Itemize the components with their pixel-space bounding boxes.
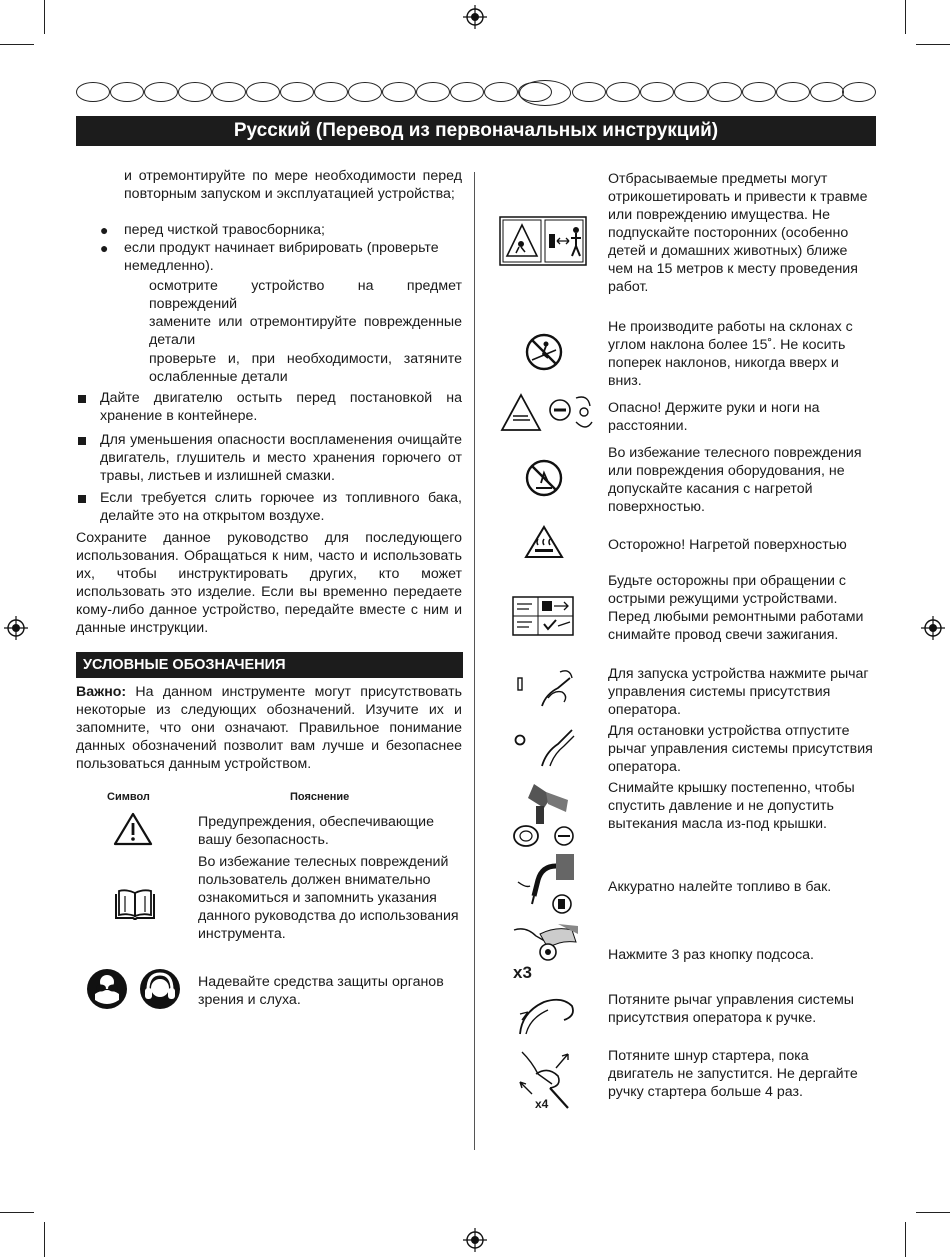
symbol-explanation: Отбрасываемые предметы могут отрикошетировать и привести к травме или повреждению имущества. Не подпускайте посторонних (особенно детей и домашних животных) ближе чем на 15 метров к месту проведения работ.	[608, 171, 868, 295]
registration-mark-right	[921, 616, 945, 640]
symbol-explanation: Предупреждения, обеспечивающие вашу безопасность.	[198, 814, 434, 848]
ear-protection-icon	[139, 968, 181, 1010]
symbol-explanation: Осторожно! Нагретой поверхностью	[608, 537, 847, 553]
column-header-explanation: Пояснение	[290, 791, 350, 803]
keep-hands-feet-away-icon	[500, 392, 600, 436]
symbol-explanation: Опасно! Держите руки и ноги на расстоянии.	[608, 400, 820, 434]
continued-text: и отремонтируйте по мере необходимости перед повторным запуском и эксплуатацией устройства;	[124, 168, 462, 202]
column-header-symbol: Символ	[107, 791, 150, 803]
square-item: Если требуется слить горючее из топливного бака, делайте это на открытом воздухе.	[100, 490, 462, 524]
crop-mark	[916, 1212, 950, 1213]
symbol-explanation: Снимайте крышку постепенно, чтобы спустить давление и не допустить вытекания масла из-под крышки.	[608, 780, 855, 832]
square-bullet	[78, 395, 86, 403]
bullet-item: перед чисткой травосборника;	[124, 222, 325, 238]
symbol-explanation: Надевайте средства защиты органов зрения и слуха.	[198, 974, 444, 1008]
sub-item: осмотрите устройство на предмет повреждений	[149, 278, 462, 312]
symbol-explanation: Во избежание телесных повреждений пользователь должен внимательно ознакомиться и запомнить указания данного руководства до использования инструмента.	[198, 854, 459, 942]
thrown-objects-warning-icon	[499, 216, 587, 266]
symbol-explanation: Будьте осторожны при обращении с острыми режущими устройствами. Перед любыми ремонтными работами снимайте провод свечи зажигания.	[608, 573, 864, 643]
page-title: Русский (Перевод из первоначальных инструкций)	[76, 116, 876, 146]
times-three-label: x3	[513, 963, 532, 982]
registration-mark-top	[463, 5, 487, 29]
symbol-explanation: Потяните шнур стартера, пока двигатель не запустится. Не дергайте ручку стартера больше 4 раз.	[608, 1048, 858, 1100]
important-text: На данном инструменте могут присутствовать некоторые из следующих обозначений. Изучите их и запомните, что они означают. Правильное понимание данных обозначений позволит вам лучше и безопаснее пользоваться данным устройством.	[76, 684, 462, 772]
keep-manual-paragraph: Сохраните данное руководство для последующего использования. Обращаться к ним, часто и использовать их, чтобы инструктировать других, кто может использовать это изделие. Если вы временно передаете кому-либо данное устройство, передайте вместе с ним и данные инструкции.	[76, 530, 462, 636]
warning-triangle-icon	[113, 812, 153, 846]
eye-protection-icon	[86, 968, 128, 1010]
square-item: Дайте двигателю остыть перед постановкой на хранение в контейнере.	[100, 390, 462, 424]
square-bullet	[78, 437, 86, 445]
section-title: УСЛОВНЫЕ ОБОЗНАЧЕНИЯ	[76, 652, 463, 678]
important-label: Важно:	[76, 684, 127, 700]
bullet-dot: ●	[100, 222, 109, 238]
press-lever-start-icon	[514, 666, 578, 710]
read-manual-book-icon	[113, 888, 157, 922]
pull-lever-to-handle-icon	[514, 990, 578, 1040]
crop-mark	[44, 0, 45, 34]
sub-item: проверьте и, при необходимости, затяните ослабленные детали	[149, 351, 462, 385]
crop-mark	[44, 1222, 45, 1257]
symbol-explanation: Для запуска устройства нажмите рычаг управления системы присутствия оператора.	[608, 666, 869, 718]
registration-mark-bottom	[463, 1228, 487, 1252]
remove-cap-slowly-icon	[510, 782, 584, 848]
bullet-dot: ●	[100, 240, 109, 256]
square-item: Для уменьшения опасности воспламенения очищайте двигатель, глушитель и место хранения горючего от травы, листьев и излишней смазки.	[100, 432, 462, 484]
symbol-explanation: Для остановки устройства отпустите рычаг управления системы присутствия оператора.	[608, 723, 873, 775]
bullet-item: если продукт начинает вибрировать (проверьте немедленно).	[124, 240, 439, 274]
crop-mark	[0, 44, 34, 45]
registration-mark-left	[4, 616, 28, 640]
symbol-explanation: Не производите работы на склонах с углом наклона более 15˚. Не косить поперек наклонов, никогда вверх и вниз.	[608, 319, 853, 389]
column-divider	[474, 172, 475, 1150]
language-tabs	[76, 80, 876, 104]
release-lever-stop-icon	[514, 724, 578, 768]
symbol-explanation: Нажмите 3 раз кнопку подсоса.	[608, 947, 815, 963]
sharp-blades-spark-plug-icon	[512, 596, 574, 636]
no-touch-hot-surface-icon	[524, 458, 564, 498]
crop-mark	[916, 44, 950, 45]
no-slope-operation-icon	[524, 332, 564, 372]
square-bullet	[78, 495, 86, 503]
symbol-explanation: Во избежание телесного повреждения или повреждения оборудования, не допускайте касания с нагретой поверхностью.	[608, 445, 862, 515]
fill-fuel-tank-icon	[512, 852, 576, 916]
crop-mark	[905, 0, 906, 34]
hot-surface-warning-icon	[524, 525, 564, 559]
times-four-label: x4	[535, 1097, 549, 1111]
symbol-explanation: Потяните рычаг управления системы присутствия оператора к ручке.	[608, 992, 854, 1026]
sub-item: замените или отремонтируйте поврежденные детали	[149, 314, 462, 348]
symbol-explanation: Аккуратно налейте топливо в бак.	[608, 879, 832, 895]
crop-mark	[905, 1222, 906, 1257]
important-paragraph	[76, 683, 462, 773]
crop-mark	[0, 1212, 34, 1213]
